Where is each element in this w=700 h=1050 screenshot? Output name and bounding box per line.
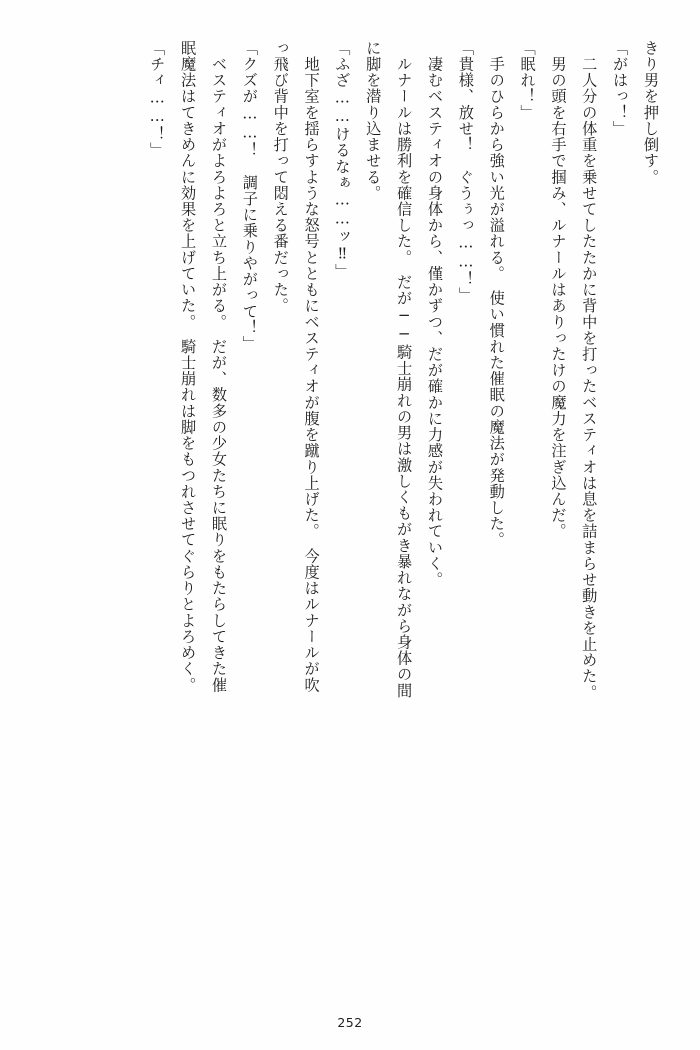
paragraph: に脚を潜り込ませる。 xyxy=(364,40,383,202)
paragraph: 二人分の体重を乗せてしたたかに背中を打ったベスティオは息を詰まらせ動きを止めた。 xyxy=(580,40,599,701)
paragraph: 「チィ……！」 xyxy=(148,40,167,159)
paragraph: 「眠れ！」 xyxy=(518,40,537,121)
paragraph: 「がはっ！」 xyxy=(611,40,630,137)
paragraph: 手のひらから強い光が溢れる。 使い慣れた催眠の魔法が発動した。 xyxy=(487,40,506,548)
paragraph: 「ふざ……けるなぁ……ッ‼」 xyxy=(333,40,352,280)
page-number: 252 xyxy=(337,1015,363,1030)
paragraph: 「クズが……！ 調子に乗りやがって！」 xyxy=(240,40,259,352)
paragraph: 凄むベスティオの身体から、僅かずつ、だが確かに力感が失われていく。 xyxy=(425,40,444,588)
paragraph: ベスティオがよろよろと立ち上がる。 だが、数多の少女たちに眠りをもたらしてきた催 xyxy=(209,40,228,693)
paragraph: きり男を押し倒す。 xyxy=(642,40,660,186)
paragraph: ルナールは勝利を確信した。 だが──騎士崩れの男は激しくもがき暴れながら身体の間 xyxy=(395,40,414,699)
paragraph: 眠魔法はてきめんに効果を上げていた。 騎士崩れは脚をもつれさせてぐらりとよろめく。 xyxy=(179,40,198,693)
paragraph: っ飛び背中を打って悶える番だった。 xyxy=(271,40,290,314)
paragraph: 「貴様、放せ！ ぐうぅっ……！」 xyxy=(456,40,475,304)
paragraph: 地下室を揺らすような怒号とともにベスティオが腹を蹴り上げた。 今度はルナールが吹 xyxy=(302,40,321,693)
paragraph: 男の頭を右手で掴み、ルナールはありったけの魔力を注ぎ込んだ。 xyxy=(549,40,568,540)
vertical-text-body xyxy=(34,40,666,988)
